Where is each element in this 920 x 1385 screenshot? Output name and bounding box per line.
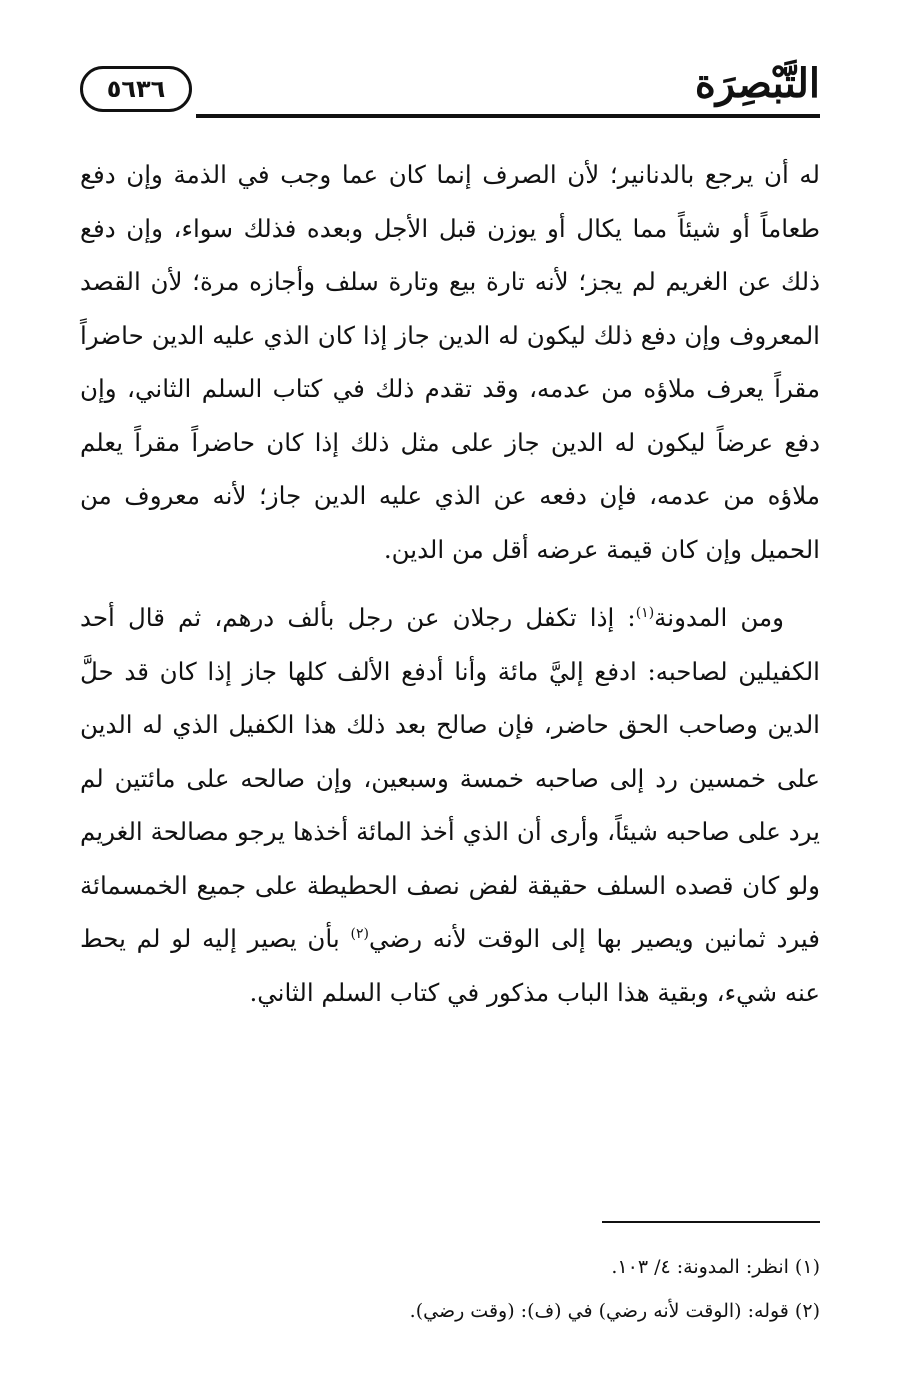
footnote-1: (١) انظر: المدونة: ٤/ ١٠٣.	[611, 1256, 820, 1278]
footnote-ref-2: (٢)	[350, 925, 369, 942]
footnote-separator	[602, 1221, 820, 1223]
paragraph-2-middle: : إذا تكفل رجلان عن رجل بألف درهم، ثم قال أحد الكفيلين لصاحبه: ادفع إليَّ مائة وأنا أدفع الألف كلها جاز إذا كان قد حلَّ الدين وصاحب الحق حاضر، فإن صالح بعد ذلك هذا الكفيل الذي له الدين على خمسين رد إلى صاحبه خمسة وسبعين، وإن صالحه على مائتين لم يرد على صاحبه شيئاً، وأرى أن الذي أخذ المائة أخذها يرجو مصالحة الغريم ولو كان قصده السلف حقيقة لفض نصف الحطيطة على جميع الخمسمائة فيرد ثمانين ويصير بها إلى الوقت لأنه رضي	[80, 603, 820, 953]
paragraph-2	[80, 591, 820, 1019]
header-rule	[196, 114, 820, 118]
page-number-badge	[80, 66, 192, 112]
body-text	[80, 148, 820, 1019]
page-header	[80, 58, 820, 128]
paragraph-2-end: بأن يصير إليه لو لم يحط عنه شيء، وبقية هذا الباب مذكور في كتاب السلم الثاني.	[80, 924, 820, 1007]
paragraph-2-start: ومن المدونة	[654, 603, 784, 632]
book-title: التَّبْصِرَة	[694, 60, 820, 107]
footnote-ref-1: (١)	[635, 604, 655, 621]
page-number: ٥٦٣٦	[106, 75, 166, 103]
paragraph-1: له أن يرجع بالدنانير؛ لأن الصرف إنما كان عما وجب في الذمة وإن دفع طعاماً أو شيئاً مما يكال أو يوزن قبل الأجل وبعده فذلك سواء، وإن دفع ذلك عن الغريم لم يجز؛ لأنه تارة بيع وتارة سلف وأجازه مرة؛ لأن القصد المعروف وإن دفع ذلك ليكون له الدين جاز إذا كان الذي عليه الدين حاضراً مقراً يعرف ملاؤه من عدمه، وقد تقدم ذلك في كتاب السلم الثاني، وإن دفع عرضاً ليكون له الدين جاز على مثل ذلك إذا كان حاضراً مقراً يعلم ملاؤه من عدمه، فإن دفعه عن الذي عليه الدين جاز؛ لأنه معروف من الحميل وإن كان قيمة عرضه أقل من الدين.	[80, 160, 820, 564]
footnotes	[80, 1245, 820, 1333]
footnote-2: (٢) قوله: (الوقت لأنه رضي) في (ف): (وقت رضي).	[409, 1300, 820, 1322]
